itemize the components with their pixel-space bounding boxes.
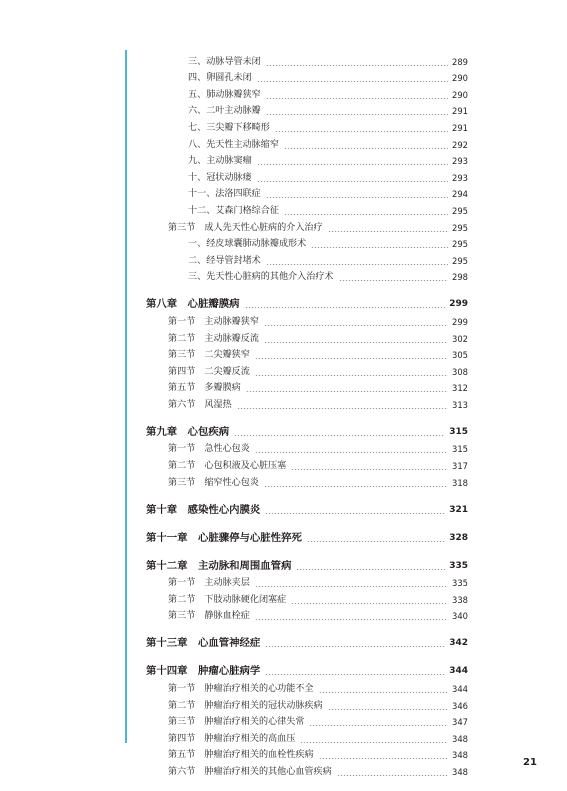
dot-leader [307,541,445,542]
toc-entry-page: 299 [449,299,468,310]
toc-item-entry[interactable] [146,69,468,86]
toc-entry-title: 第五节 多瓣膜病 [168,383,241,394]
toc-section-entry[interactable] [146,312,468,329]
toc-entry-title: 十二、艾森门格综合征 [188,205,279,216]
toc-entry-page: 290 [452,89,468,100]
toc-item-entry[interactable] [146,235,468,252]
toc-entry-title: 第二节 心包积液及心脏压塞 [168,461,287,472]
dot-leader [266,98,448,99]
toc-entry-page: 317 [452,461,468,472]
dot-leader [291,603,448,604]
toc-entry-title: 第六节 风湿热 [168,399,232,410]
toc-entry-title: 九、主动脉窦瘤 [188,156,252,167]
dot-leader [257,81,448,82]
toc-section-entry[interactable] [146,607,468,624]
toc-entry-page: 312 [452,383,468,394]
toc-entry-page: 344 [452,684,468,695]
toc-item-entry[interactable] [146,52,468,69]
toc-section-entry[interactable] [146,473,468,490]
toc-entry-title: 六、二叶主动脉瓣 [188,106,261,117]
dot-leader [237,408,448,409]
toc-chapter-entry[interactable] [146,295,468,312]
toc-item-entry[interactable] [146,102,468,119]
toc-entry-title: 第三节 肿瘤治疗相关的心律失常 [168,717,305,728]
toc-entry-page: 298 [452,272,468,283]
toc-entry-title: 第一节 急性心包炎 [168,444,250,455]
toc-entry-title: 八、先天性主动脉缩窄 [188,139,279,150]
toc-entry-page: 313 [452,399,468,410]
dot-leader [275,131,448,132]
toc-section-entry[interactable] [146,379,468,396]
toc-entry-title: 五、肺动脉瓣狭窄 [188,89,261,100]
toc-item-entry[interactable] [146,185,468,202]
toc-entry-page: 344 [449,666,468,677]
toc-entry-page: 292 [452,139,468,150]
chapter-spacer [146,651,468,662]
toc-chapter-entry[interactable] [146,423,468,440]
toc-entry-page: 348 [452,733,468,744]
chapter-spacer [146,546,468,557]
dot-leader [309,725,448,726]
toc-entry-title: 四、卵圆孔未闭 [188,73,252,84]
toc-entry-title: 第二节 主动脉瓣反流 [168,333,259,344]
dot-leader [266,264,448,265]
toc-entry-title: 一、经皮球囊肺动脉瓣成形术 [188,239,307,250]
toc-entry-title: 三、先天性心脏病的其他介入治疗术 [188,272,334,283]
dot-leader [296,569,445,570]
dot-leader [284,148,448,149]
toc-entry-page: 295 [452,239,468,250]
toc-entry-title: 第一节 主动脉夹层 [168,578,250,589]
dot-leader [266,65,448,66]
dot-leader [265,674,445,675]
toc-section-entry[interactable] [146,713,468,730]
toc-entry-title: 第三节 成人先天性心脏病的介入治疗 [168,222,323,233]
dot-leader [265,646,445,647]
toc-item-entry[interactable] [146,118,468,135]
toc-section-entry[interactable] [146,346,468,363]
toc-chapter-entry[interactable] [146,557,468,574]
toc-entry-page: 308 [452,366,468,377]
toc-entry-page: 295 [452,205,468,216]
toc-entry-page: 321 [449,504,468,515]
dot-leader [291,469,448,470]
toc-entry-title: 二、经导管封堵术 [188,255,261,266]
toc-item-entry[interactable] [146,135,468,152]
toc-chapter-entry[interactable] [146,634,468,651]
toc-entry-title: 第二节 下肢动脉硬化闭塞症 [168,594,287,605]
toc-entry-page: 348 [452,767,468,777]
dot-leader [266,114,448,115]
toc-entry-page: 290 [452,73,468,84]
toc-section-entry[interactable] [146,218,468,235]
toc-entry-page: 340 [452,611,468,622]
toc-item-entry[interactable] [146,85,468,102]
toc-entry-title: 十一、法洛四联症 [188,189,261,200]
dot-leader [255,375,448,376]
dot-leader [234,435,445,436]
dot-leader [264,486,448,487]
toc-entry-page: 299 [452,316,468,327]
toc-chapter-entry[interactable] [146,529,468,546]
toc-entry-title: 第十四章 肿瘤心脏病学 [146,665,261,678]
dot-leader [255,452,448,453]
dot-leader [257,181,448,182]
dot-leader [266,197,448,198]
toc-entry-page: 315 [449,426,468,437]
toc-entry-page: 289 [452,56,468,67]
toc-section-entry[interactable] [146,395,468,412]
toc-entry-title: 第一节 肿瘤治疗相关的心功能不全 [168,684,314,695]
toc-section-entry[interactable] [146,746,468,763]
toc-chapter-entry[interactable] [146,662,468,679]
toc-entry-page: 338 [452,594,468,605]
dot-leader [284,214,448,215]
toc-entry-page: 295 [452,222,468,233]
toc-item-entry[interactable] [146,152,468,169]
chapter-spacer [146,284,468,295]
toc-section-entry[interactable] [146,574,468,591]
dot-leader [319,692,448,693]
toc-entry-title: 第四节 二尖瓣反流 [168,366,250,377]
page-number: 21 [523,757,537,768]
toc-entry-page: 302 [452,333,468,344]
toc-item-entry[interactable] [146,201,468,218]
toc-entry-title: 第十三章 心血管神经症 [146,637,261,650]
toc-section-entry[interactable] [146,329,468,346]
toc-section-entry[interactable] [146,362,468,379]
dot-leader [339,280,448,281]
toc-entry-title: 第六节 肿瘤治疗相关的其他心血管疾病 [168,767,332,777]
toc-entry-page: 346 [452,700,468,711]
dot-leader [311,247,448,248]
toc-section-entry[interactable] [146,696,468,713]
toc-entry-page: 318 [452,477,468,488]
toc-entry-page: 294 [452,189,468,200]
toc-section-entry[interactable] [146,456,468,473]
dot-leader [264,342,448,343]
table-of-contents [146,52,468,779]
chapter-spacer [146,623,468,634]
chapter-spacer [146,412,468,423]
toc-entry-title: 第九章 心包疾病 [146,425,230,438]
toc-entry-title: 三、动脉导管未闭 [188,56,261,67]
toc-entry-page: 305 [452,350,468,361]
toc-entry-page: 293 [452,156,468,167]
toc-entry-page: 315 [452,444,468,455]
toc-entry-page: 342 [449,638,468,649]
toc-entry-page: 328 [449,532,468,543]
dot-leader [246,391,448,392]
toc-entry-page: 293 [452,172,468,183]
toc-item-entry[interactable] [146,251,468,268]
toc-section-entry[interactable] [146,679,468,696]
toc-section-entry[interactable] [146,590,468,607]
toc-entry-title: 第三节 静脉血栓症 [168,611,250,622]
dot-leader [337,775,448,776]
toc-entry-title: 第四节 肿瘤治疗相关的高血压 [168,733,296,744]
toc-entry-title: 七、三尖瓣下移畸形 [188,122,270,133]
dot-leader [328,231,448,232]
toc-entry-page: 291 [452,122,468,133]
dot-leader [257,164,448,165]
toc-entry-page: 348 [452,750,468,761]
dot-leader [319,758,448,759]
dot-leader [328,709,448,710]
chapter-spacer [146,490,468,501]
chapter-spacer [146,518,468,529]
toc-entry-title: 第五节 肿瘤治疗相关的血栓性疾病 [168,750,314,761]
toc-entry-title: 第一节 主动脉瓣狭窄 [168,316,259,327]
toc-entry-page: 347 [452,717,468,728]
toc-chapter-entry[interactable] [146,501,468,518]
toc-entry-page: 295 [452,255,468,266]
toc-entry-title: 十、冠状动脉瘘 [188,172,252,183]
toc-entry-page: 335 [452,578,468,589]
dot-leader [255,619,448,620]
toc-entry-title: 第二节 肿瘤治疗相关的冠状动脉疾病 [168,700,323,711]
toc-entry-title: 第十一章 心脏骤停与心脏性猝死 [146,531,302,544]
toc-entry-title: 第十章 感染性心内膜炎 [146,503,261,516]
toc-item-entry[interactable] [146,168,468,185]
toc-section-entry[interactable] [146,729,468,746]
toc-section-entry[interactable] [146,762,468,779]
toc-entry-page: 335 [449,560,468,571]
toc-section-entry[interactable] [146,440,468,457]
toc-item-entry[interactable] [146,268,468,285]
dot-leader [255,358,448,359]
toc-entry-title: 第三节 二尖瓣狭窄 [168,350,250,361]
toc-entry-page: 291 [452,106,468,117]
side-accent-rule [125,50,127,743]
dot-leader [264,325,448,326]
dot-leader [265,513,445,514]
dot-leader [255,586,448,587]
dot-leader [300,742,448,743]
toc-entry-title: 第八章 心脏瓣膜病 [146,298,240,311]
toc-entry-title: 第三节 缩窄性心包炎 [168,477,259,488]
toc-entry-title: 第十二章 主动脉和周围血管病 [146,559,292,572]
dot-leader [245,307,446,308]
